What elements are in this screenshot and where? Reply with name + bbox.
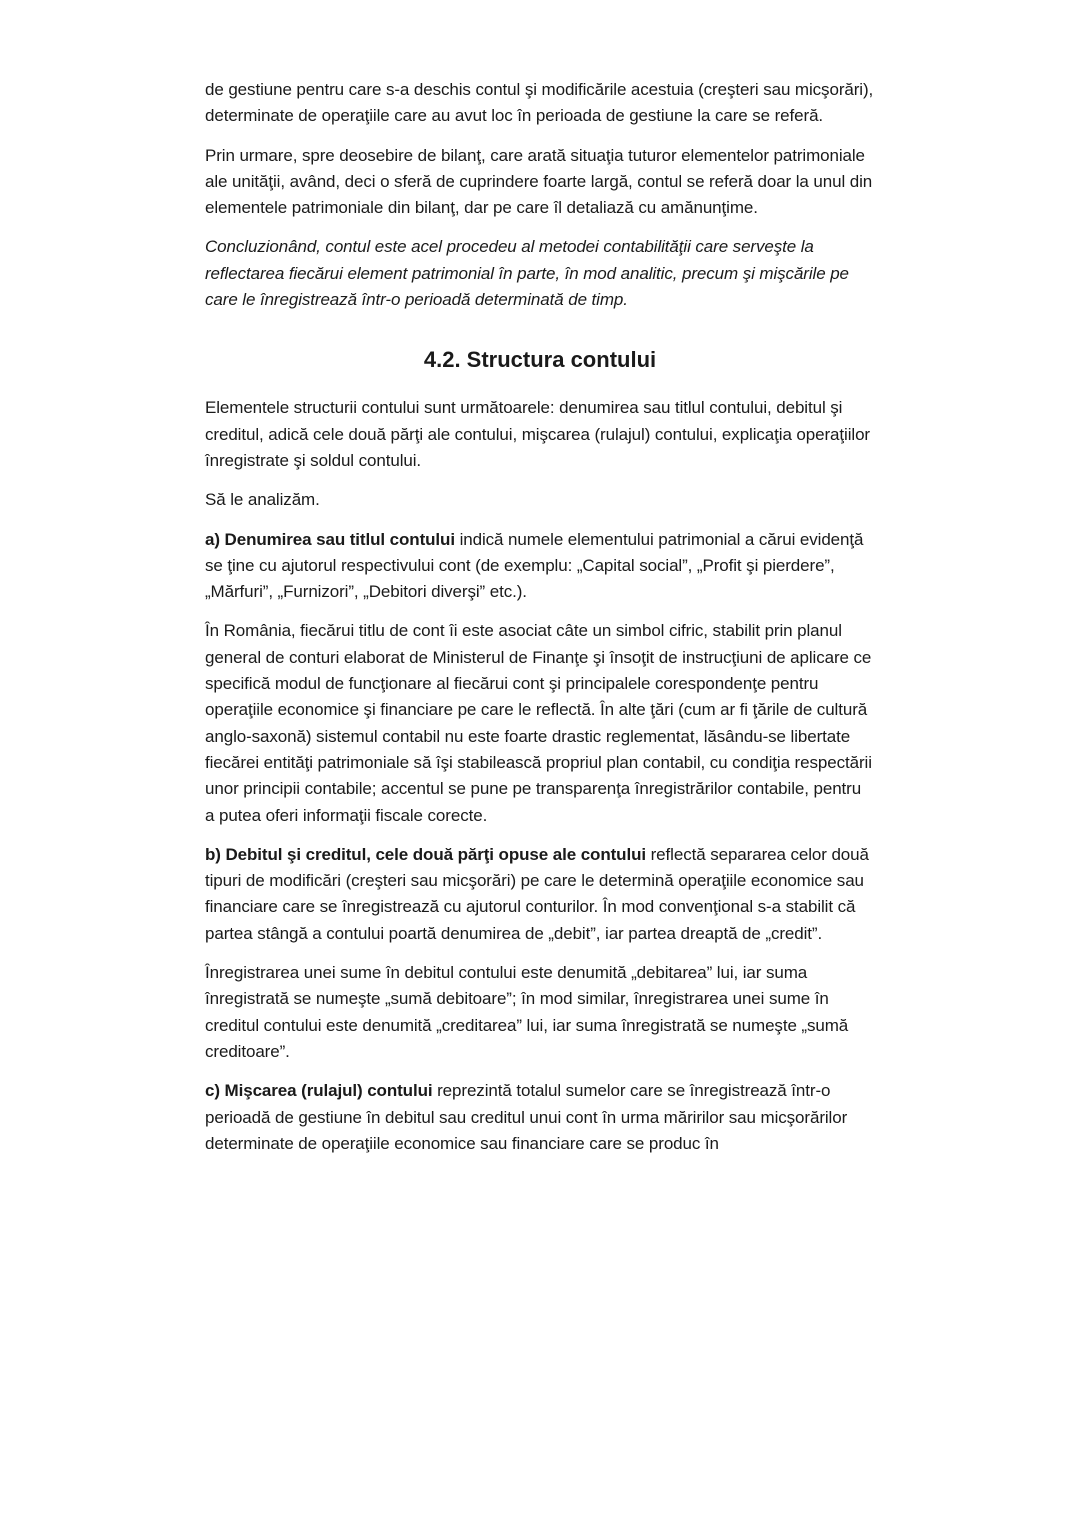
item-a-text: indică numele elementului patrimonial a cărui evidenţă se ţine cu ajutorul respectivului cont (de exemplu: „Capital social”, „Profit şi pierdere”, „Mărfuri”, „Furnizori”, „Debitori diverşi” etc.). — [205, 529, 864, 602]
paragraph-balance-comparison: Prin urmare, spre deosebire de bilanţ, care arată situaţia tuturor elementelor patrimoniale ale unităţii, având, deci o sferă de cuprindere foarte largă, contul se referă doar la unul din elementele patrimoniale din bilanţ, dar pe care îl detaliază cu amănunţime. — [205, 145, 873, 218]
paragraph-recording: Înregistrarea unei sume în debitul contului este denumită „debitarea” lui, iar suma înregistrată se numeşte „sumă debitoare”; în mod similar, înregistrarea unei sume în creditul contului este denumită „creditarea” lui, iar suma înregistrată se numeşte „sumă creditoare”. — [205, 963, 849, 1061]
document-page — [205, 77, 875, 1170]
paragraph-structure-elements: Elementele structurii contului sunt următoarele: denumirea sau titlul contului, debitul şi creditul, adică cele două părţi ale contului, mişcarea (rulajul) contului, explicaţia operaţiilor înregistrate şi soldul contului. — [205, 398, 870, 470]
item-c-text: reprezintă totalul sumelor care se înregistrează într-o perioadă de gestiune în debitul sau creditul unui cont în urma măririlor sau micşorărilor determinate de operaţiile economice sau financiare care se produc în — [205, 1081, 848, 1153]
section-title: 4.2. Structura contului — [423, 347, 657, 373]
item-a-lead: a) Denumirea sau titlul contului — [205, 529, 455, 549]
paragraph-item-a — [205, 527, 875, 606]
paragraph-item-b — [205, 842, 875, 947]
paragraph-item-c — [205, 1078, 875, 1157]
paragraph-analyze: Să le analizăm. — [205, 490, 320, 510]
paragraph-romania: În România, fiecărui titlu de cont îi este asociat câte un simbol cifric, stabilit prin planul general de conturi elaborat de Ministerul de Finanţe şi însoţit de instrucţiuni de aplicare ce specifică modul de funcţionare al fiecărui cont şi principalele corespondenţe pentru operaţiile economice şi financiare pe care le reflectă. În alte ţări (cum ar fi ţările de cultură anglo-saxonă) sistemul contabil nu este foarte drastic reglementat, lăsându-se libertate fiecărei entităţi patrimoniale să îşi stabilească propriul plan contabil, cu condiţia respectării unor principii contabile; accentul se pune pe transparenţa înregistrărilor contabile, pentru a putea oferi informaţii fiscale corecte. — [205, 621, 872, 825]
item-b-lead: b) Debitul şi creditul, cele două părţi opuse ale contului — [205, 844, 646, 864]
item-b-text: reflectă separarea celor două tipuri de modificări (creşteri sau micşorări) pe care le determină operaţiile economice sau financiare care se înregistrează cu ajutorul conturilor. În mod convenţional s-a stabilit că partea stângă a contului poartă denumirea de „debit”, iar partea dreaptă de „credit”. — [205, 844, 869, 943]
paragraph-account-definition-end: de gestiune pentru care s-a deschis contul şi modificările acestuia (creşteri sau micşorări), determinate de operaţiile care au avut loc în perioada de gestiune la care se referă. — [205, 80, 874, 126]
item-c-lead: c) Mişcarea (rulajul) contului — [205, 1081, 433, 1101]
paragraph-conclusion: Concluzionând, contul este acel procedeu al metodei contabilităţii care serveşte la reflectarea fiecărui element patrimonial în parte, în mod analitic, precum şi mişcările pe care le înregistrează într-o perioadă determinată de timp. — [205, 237, 849, 310]
